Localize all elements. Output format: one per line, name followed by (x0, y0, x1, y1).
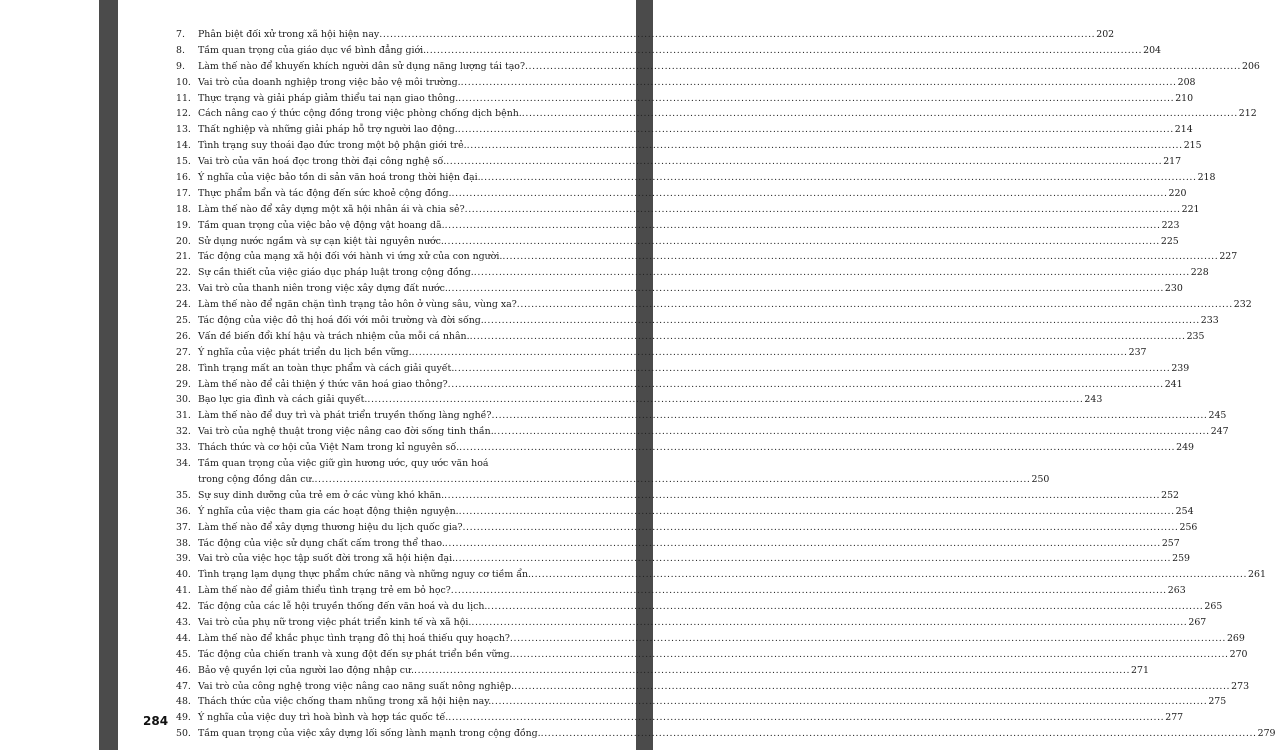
toc-entry-number: 30. (176, 394, 191, 406)
book-page (118, 0, 1276, 750)
toc-entry-number: 21. (176, 251, 191, 263)
dot-leader (444, 490, 1160, 501)
dot-leader (455, 553, 1171, 564)
toc-entry-page: 269 (1226, 632, 1245, 644)
toc-entry-page: 267 (1188, 616, 1207, 628)
toc-entry-number: 27. (176, 346, 191, 358)
toc-entry-number: 33. (176, 442, 191, 454)
toc-entry-number: 39. (176, 553, 191, 565)
toc-entry-page: 212 (1238, 108, 1257, 120)
toc-entry (176, 569, 1266, 585)
dot-leader (541, 728, 1257, 739)
toc-entry-title: Làm thế nào để duy trì và phát triển truyền thống làng nghề? (198, 410, 492, 422)
toc-entry (176, 410, 1227, 426)
toc-entry-title: Ý nghĩa của việc duy trì hoà bình và hợp tác quốc tế. (198, 712, 449, 724)
toc-entry-page: 263 (1167, 585, 1186, 597)
toc-entry (176, 585, 1186, 601)
toc-entry-number: 49. (176, 712, 191, 724)
toc-entry-page: 254 (1175, 505, 1194, 517)
toc-entry-page: 257 (1161, 537, 1180, 549)
toc-entry-page: 247 (1210, 426, 1229, 438)
page-number: 284 (143, 714, 169, 728)
toc-entry-title: Tác động của các lễ hội truyền thống đến văn hoá và du lịch. (198, 601, 488, 613)
toc-entry (176, 362, 1190, 379)
dot-leader (445, 220, 1161, 231)
toc-entry-page: 250 (1031, 473, 1050, 485)
dot-leader (484, 315, 1200, 326)
toc-entry-title: Bảo vệ quyền lợi của người lao động nhập cư. (198, 664, 415, 676)
toc-entry-title: Thách thức và cơ hội của Việt Nam trong kỉ nguyên số. (198, 442, 460, 454)
toc-entry (176, 44, 1162, 61)
toc-entry-number: 13. (176, 124, 191, 136)
toc-entry-number: 15. (176, 156, 191, 168)
toc-entry-title: Thực trạng và giải pháp giảm thiểu tai nạn giao thông. (198, 92, 459, 104)
dot-leader (452, 188, 1168, 199)
dot-leader (462, 522, 1178, 533)
toc-entry (176, 601, 1223, 617)
dot-leader (465, 204, 1181, 215)
toc-entry-page: 275 (1208, 696, 1227, 708)
toc-entry-title: Làm thế nào để ngăn chặn tình trạng tảo hôn ở vùng sâu, vùng xa? (198, 299, 517, 311)
toc-entry-title: Làm thế nào để xây dựng thương hiệu du lịch quốc gia? (198, 521, 463, 533)
dot-leader (458, 124, 1174, 135)
toc-entry-number: 25. (176, 315, 191, 327)
toc-entry-page: 261 (1248, 569, 1266, 581)
toc-entry-page: 235 (1186, 330, 1205, 342)
toc-entry-title: Thực phẩm bẩn và tác động đến sức khoẻ cộng đồng. (198, 187, 452, 199)
toc-entry-title: Làm thế nào để giảm thiểu tình trạng trẻ em bỏ học? (198, 585, 451, 597)
toc-entry-number: 36. (176, 505, 191, 517)
toc-entry-page: 210 (1175, 92, 1194, 104)
dot-leader (314, 474, 1030, 485)
toc-entry (176, 505, 1194, 522)
dot-leader (367, 394, 1083, 405)
toc-entry (176, 632, 1245, 649)
toc-entry-number: 29. (176, 378, 191, 390)
toc-entry-page: 277 (1165, 712, 1184, 724)
toc-entry-page: 220 (1168, 187, 1187, 199)
toc-entry-page: 271 (1131, 664, 1149, 676)
toc-entry-page: 233 (1200, 315, 1219, 327)
dot-leader (514, 681, 1230, 692)
toc-entry (176, 458, 1050, 490)
toc-entry-number: 48. (176, 696, 191, 708)
toc-entry-title: Cách nâng cao ý thức cộng đồng trong việc phòng chống dịch bệnh. (198, 108, 522, 120)
toc-entry-number: 26. (176, 330, 191, 342)
toc-entry-page: 214 (1174, 124, 1193, 136)
toc-entry-title: Sử dụng nước ngầm và sự cạn kiệt tài nguyên nước. (198, 235, 444, 247)
toc-entry-title: Tác động của chiến tranh và xung đột đến sự phát triển bền vững. (198, 648, 513, 660)
toc-entry-number: 50. (176, 728, 191, 740)
toc-entry (176, 712, 1184, 728)
toc-entry-number: 38. (176, 537, 191, 549)
toc-entry-page: 265 (1204, 601, 1223, 613)
dot-leader (458, 93, 1174, 104)
toc-entry-title: Tầm quan trọng của việc bảo vệ động vật hoang dã. (198, 219, 445, 231)
toc-entry-number: 41. (176, 585, 191, 597)
toc-entry-title: Thách thức của việc chống tham nhũng trong xã hội hiện nay. (198, 696, 492, 708)
toc-entry-number: 46. (176, 664, 191, 676)
toc-entry-page: 249 (1176, 442, 1195, 454)
toc-entry-number: 44. (176, 632, 191, 644)
toc-entry-title: Ý nghĩa của việc phát triển du lịch bền vững. (198, 346, 412, 358)
toc-entry (176, 140, 1202, 156)
toc-entry (176, 346, 1147, 363)
toc-entry-second-line (176, 473, 1050, 490)
toc-entry (176, 680, 1250, 697)
dot-leader (459, 506, 1175, 517)
toc-entry-number: 24. (176, 299, 191, 311)
toc-entry (176, 156, 1182, 172)
toc-entry-page: 252 (1161, 489, 1180, 501)
toc-entry-title: Tầm quan trọng của việc xây dựng lối sống lành mạnh trong cộng đồng. (198, 728, 541, 740)
toc-entry (176, 315, 1219, 331)
toc-entry-page: 237 (1128, 346, 1147, 358)
toc-entry-page: 218 (1197, 172, 1216, 184)
toc-entry (176, 553, 1191, 569)
toc-entry-title: Tình trạng mất an toàn thực phẩm và cách giải quyết. (198, 362, 455, 374)
toc-entry-number: 31. (176, 410, 191, 422)
toc-entry-page: 228 (1190, 267, 1209, 279)
toc-entry-number: 10. (176, 76, 191, 88)
dot-leader (471, 617, 1187, 628)
toc-entry-page: 221 (1181, 203, 1200, 215)
toc-entry-title: Vai trò của phụ nữ trong việc phát triển kinh tế và xã hội. (198, 616, 472, 628)
dot-leader (412, 347, 1128, 358)
toc-entry-page: 239 (1171, 362, 1190, 374)
toc-entry-title: Sự cần thiết của việc giáo dục pháp luật trong cộng đồng. (198, 267, 474, 279)
toc-entry (176, 60, 1260, 77)
toc-entry-page: 230 (1164, 283, 1183, 295)
toc-entry-title: Làm thế nào để khắc phục tình trạng đô thị hoá thiếu quy hoạch? (198, 632, 510, 644)
toc-entry (176, 203, 1200, 220)
dot-leader (444, 236, 1160, 247)
dot-leader (470, 331, 1186, 342)
dot-leader (451, 585, 1167, 596)
dot-leader (448, 379, 1164, 390)
dot-leader (414, 665, 1130, 676)
toc-entry-number: 18. (176, 203, 191, 215)
dot-leader (445, 538, 1161, 549)
toc-entry-number: 37. (176, 521, 191, 533)
dot-leader (474, 267, 1190, 278)
toc-entry-number: 7. (176, 29, 185, 40)
toc-entry-first-line (176, 458, 586, 474)
toc-entry-title: Ý nghĩa của việc bảo tồn di sản văn hoá trong thời hiện đại. (198, 172, 481, 184)
toc-entry-page: 245 (1208, 410, 1227, 422)
dot-leader (502, 251, 1218, 262)
toc-entry (176, 187, 1187, 204)
toc-entry-number: 19. (176, 219, 191, 231)
dot-leader (454, 363, 1170, 374)
toc-entry-title: Tác động của việc đô thị hoá đối với môi trường và đời sống. (198, 315, 484, 327)
toc-entry-number: 14. (176, 140, 191, 152)
toc-entry-title: Tầm quan trọng của việc giữ gìn hương ước, quy ước văn hoá (198, 458, 489, 470)
dot-leader (461, 77, 1177, 88)
toc-entry-title: Ý nghĩa của việc tham gia các hoạt động thiện nguyện. (198, 505, 459, 517)
toc-entry-number: 35. (176, 489, 191, 501)
toc-entry-page: 279 (1257, 728, 1276, 740)
toc-entry-title-continued: trong cộng đồng dân cư. (198, 473, 315, 485)
toc-entry-number: 45. (176, 648, 191, 660)
toc-entry (176, 426, 1229, 442)
toc-entry-title: Thất nghiệp và những giải pháp hỗ trợ người lao động. (198, 124, 458, 136)
toc-entry-title: Tình trạng suy thoái đạo đức trong một bộ phận giới trẻ. (198, 140, 467, 152)
toc-entry (176, 489, 1180, 506)
dot-leader (517, 299, 1233, 310)
toc-entry (176, 696, 1227, 712)
toc-entry-title: Vai trò của công nghệ trong việc nâng cao năng suất nông nghiệp. (198, 680, 515, 692)
toc-entry (176, 108, 1257, 124)
dot-leader (379, 29, 1095, 40)
toc-entry-page: 232 (1233, 299, 1252, 311)
toc-entry-page: 243 (1084, 394, 1103, 406)
toc-entry-page: 206 (1241, 60, 1260, 72)
toc-entry-title: Vai trò của văn hoá đọc trong thời đại công nghệ số. (198, 156, 447, 168)
toc-entry (176, 442, 1195, 458)
toc-entry-title: Tác động của việc sử dụng chất cấm trong thể thao. (198, 537, 445, 549)
dot-leader (491, 696, 1207, 707)
toc-entry (176, 124, 1193, 140)
table-of-contents (176, 29, 1276, 744)
toc-entry (176, 267, 1209, 283)
dot-leader (510, 633, 1226, 644)
toc-entry (176, 283, 1183, 299)
toc-entry-number: 22. (176, 267, 191, 279)
toc-entry-number: 23. (176, 283, 191, 295)
toc-entry-title: Làm thế nào để cải thiện ý thức văn hoá giao thông? (198, 378, 448, 390)
toc-entry (176, 330, 1205, 347)
toc-entry-title: Tầm quan trọng của giáo dục về bình đẳng giới. (198, 44, 427, 56)
toc-entry (176, 378, 1183, 395)
toc-entry-number: 47. (176, 680, 191, 692)
toc-entry-number: 20. (176, 235, 191, 247)
toc-entry-title: Phân biệt đối xử trong xã hội hiện nay (198, 29, 380, 40)
toc-entry-number: 43. (176, 616, 191, 628)
dot-leader (481, 172, 1197, 183)
dot-leader (459, 442, 1175, 453)
toc-entry-page: 223 (1161, 219, 1180, 231)
dot-leader (426, 45, 1142, 56)
toc-entry-number: 9. (176, 60, 185, 72)
toc-entry-title: Tác động của mạng xã hội đối với hành vi ứng xử của con người. (198, 251, 503, 263)
toc-entry (176, 235, 1179, 252)
toc-entry (176, 92, 1194, 109)
toc-entry-title: Làm thế nào để khuyến khích người dân sử dụng năng lượng tái tạo? (198, 60, 525, 72)
dot-leader (448, 283, 1164, 294)
toc-entry-title: Làm thế nào để xây dựng một xã hội nhân ái và chia sẻ? (198, 203, 465, 215)
toc-entry-page: 208 (1177, 76, 1196, 88)
toc-entry (176, 728, 1276, 744)
toc-entry (176, 616, 1207, 633)
toc-entry-page: 270 (1229, 648, 1248, 660)
toc-entry-title: Vấn đề biến đổi khí hậu và trách nhiệm của mỗi cá nhân. (198, 330, 470, 342)
toc-entry-page: 256 (1179, 521, 1198, 533)
toc-entry-number: 12. (176, 108, 191, 120)
toc-entry-page: 217 (1163, 156, 1182, 168)
toc-entry-title: Vai trò của thanh niên trong việc xây dựng đất nước. (198, 283, 448, 295)
dot-leader (487, 601, 1203, 612)
toc-entry-page: 202 (1096, 29, 1115, 40)
toc-entry-title: Bạo lực gia đình và cách giải quyết. (198, 394, 368, 406)
toc-entry-page: 259 (1172, 553, 1191, 565)
toc-entry (176, 521, 1198, 538)
toc-entry-title: Vai trò của nghệ thuật trong việc nâng cao đời sống tinh thần. (198, 426, 494, 438)
toc-entry-title: Sự suy dinh dưỡng của trẻ em ở các vùng khó khăn. (198, 489, 445, 501)
toc-entry-number: 32. (176, 426, 191, 438)
toc-entry-number: 17. (176, 187, 191, 199)
toc-entry-page: 241 (1164, 378, 1183, 390)
toc-entry-number: 34. (176, 458, 191, 470)
toc-entry (176, 76, 1196, 93)
toc-entry (176, 537, 1180, 554)
dot-leader (448, 712, 1164, 723)
toc-entry-page: 215 (1183, 140, 1202, 152)
dot-leader (491, 410, 1207, 421)
toc-entry-number: 40. (176, 569, 191, 581)
toc-entry (176, 29, 1115, 45)
toc-entry-number: 16. (176, 172, 191, 184)
toc-entry-page: 273 (1231, 680, 1250, 692)
toc-entry-number: 11. (176, 92, 191, 104)
toc-entry (176, 219, 1180, 236)
dot-leader (531, 569, 1247, 580)
toc-entry-title: Vai trò của doanh nghiệp trong việc bảo vệ môi trường. (198, 76, 461, 88)
toc-entry (176, 172, 1216, 188)
dot-leader (525, 61, 1241, 72)
toc-entry-page: 204 (1143, 44, 1162, 56)
toc-entry-page: 227 (1219, 251, 1238, 263)
dot-leader (467, 140, 1183, 151)
toc-entry-number: 28. (176, 362, 191, 374)
dot-leader (446, 156, 1162, 167)
toc-entry (176, 299, 1252, 315)
dot-leader (513, 649, 1229, 660)
toc-entry-title: Tình trạng lạm dụng thực phẩm chức năng và những nguy cơ tiềm ẩn. (198, 569, 532, 581)
dot-leader (494, 426, 1210, 437)
dot-leader (522, 108, 1238, 119)
toc-entry-page: 225 (1160, 235, 1179, 247)
toc-entry (176, 251, 1238, 267)
toc-entry (176, 648, 1248, 665)
toc-entry (176, 664, 1149, 681)
toc-entry-number: 8. (176, 44, 185, 56)
toc-entry (176, 394, 1103, 410)
toc-entry-number: 42. (176, 601, 191, 613)
toc-entry-title: Vai trò của việc học tập suốt đời trong xã hội hiện đại. (198, 553, 456, 565)
